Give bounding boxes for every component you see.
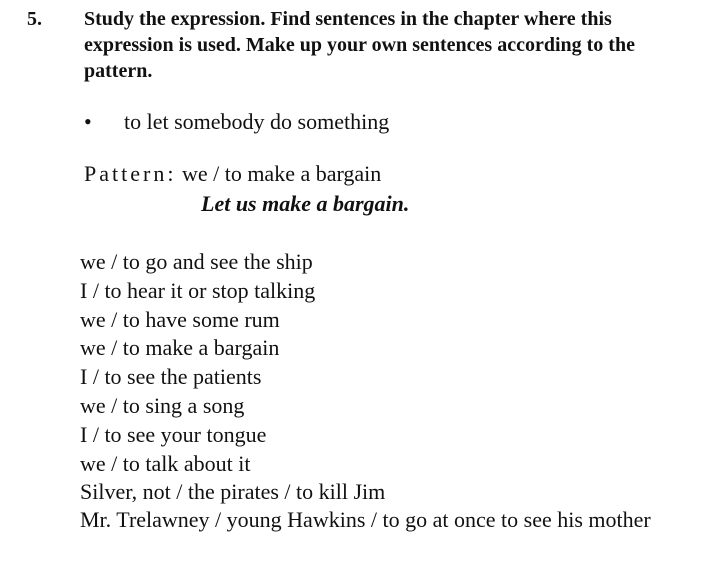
list-item: I / to hear it or stop talking <box>80 277 316 303</box>
pattern-example: Let us make a bargain. <box>201 191 410 216</box>
list-item: we / to make a bargain <box>80 335 280 361</box>
pattern-prompt: we / to make a bargain <box>181 161 382 186</box>
expression-item <box>84 108 389 136</box>
list-item: Mr. Trelawney / young Hawkins / to go at once to see his mother <box>80 507 651 533</box>
exercise-instruction: Study the expression. Find sentences in the chapter where this expression is used. Make up your own sentences according to the pattern. <box>84 8 635 82</box>
list-item: we / to have some rum <box>80 306 280 332</box>
list-item: I / to see your tongue <box>80 421 267 447</box>
exercise-number: 5. <box>27 8 42 30</box>
expression-text: to let somebody do something <box>124 109 390 134</box>
list-item: Silver, not / the pirates / to kill Jim <box>80 479 386 505</box>
pattern-label: Pattern: <box>84 161 177 186</box>
list-item: I / to see the patients <box>80 364 262 390</box>
list-item: we / to go and see the ship <box>80 249 313 274</box>
task-list <box>80 248 680 533</box>
bullet-icon: • <box>84 109 92 134</box>
list-item: we / to talk about it <box>80 450 251 476</box>
pattern-line <box>84 160 381 188</box>
list-item: we / to sing a song <box>80 392 245 418</box>
